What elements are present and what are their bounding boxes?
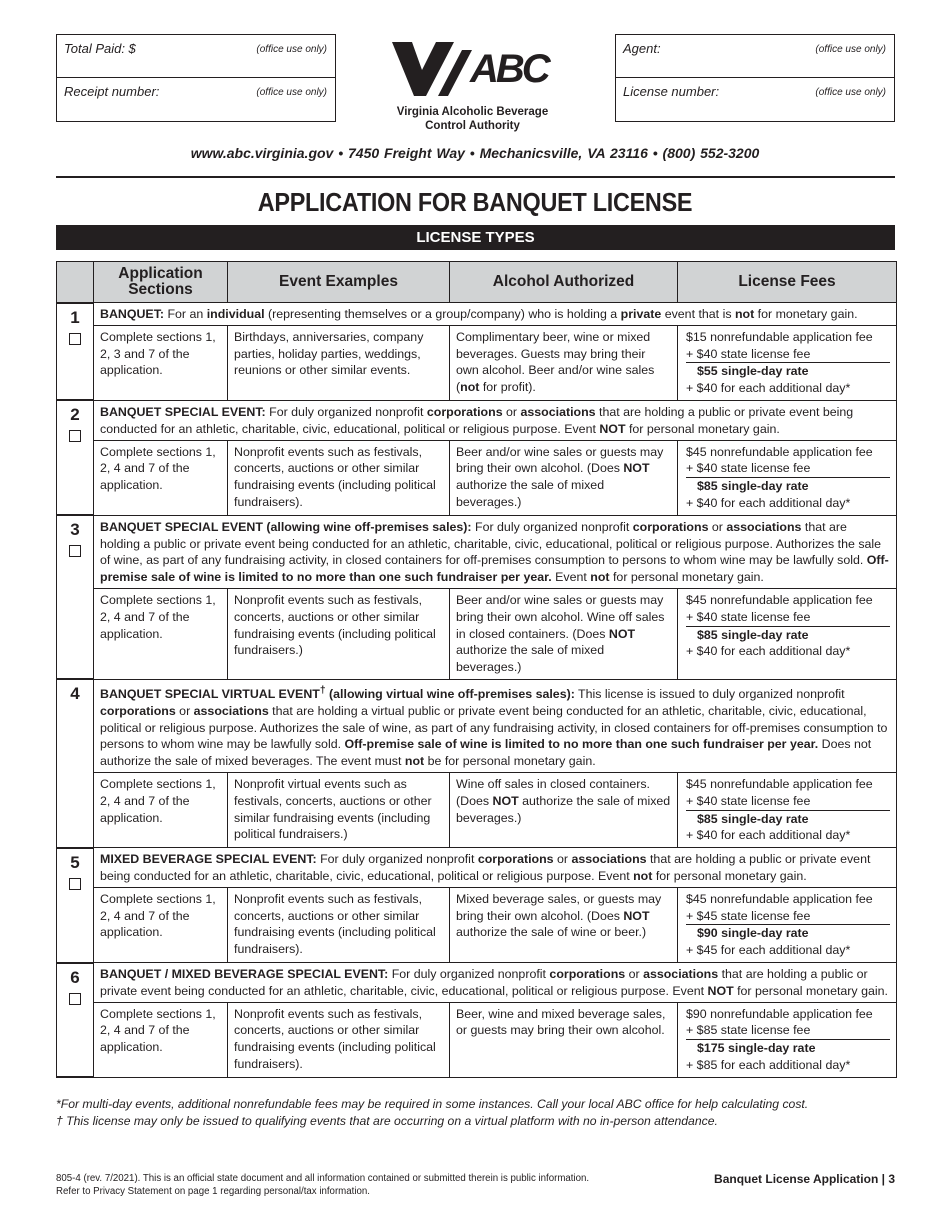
page-label: Banquet License Application | 3 [714,1172,895,1186]
virginia-abc-logo [392,40,554,98]
license-fees [678,887,897,962]
application-sections: Complete sections 1, 2, 4 and 7 of the application. [94,440,228,515]
event-examples: Nonprofit events such as festivals, concerts, auctions or other similar fundraising events (including political fundraisers.) [228,588,450,679]
license-description: BANQUET SPECIAL VIRTUAL EVENT† (allowing virtual wine off-premises sales): This license is issued to duly organized nonprofit corporations or associations that are holding a virtual public or private event being conducted for an athletic, charitable, civic, educational, political or religious purpose. Authorizes the sale of wine, as part of any fundraising activity, in closed containers for off-premises consumption to persons to whom wine may be lawfully sold. Off-premise sale of wine is limited to no more than one such fundraiser per year. Does not authorize the sale of mixed beverages. The event must not be for personal monetary gain. [94,679,897,772]
license-description-row [57,303,897,326]
column-header: Application Sections [94,262,228,303]
state-license-fee: + $40 state license fee [686,346,890,364]
license-fees [678,588,897,679]
receipt-number-field[interactable] [57,78,335,121]
form-meta: 805-4 (rev. 7/2021). This is an official state document and all information contained or submitted therein is public information. Refer to Privacy Statement on page 1 regarding personal/tax information. [56,1173,590,1197]
office-use-note: (office use only) [815,44,886,55]
license-number: 6 [70,967,80,987]
license-number: 4 [70,684,80,704]
receipt-number-label: Receipt number: [64,84,160,99]
license-checkbox[interactable] [69,878,81,890]
license-number-cell [57,515,94,679]
license-fees [678,440,897,515]
license-detail-row [57,588,897,679]
additional-day-fee: + $40 for each additional day* [686,381,851,396]
alcohol-authorized: Complimentary beer, wine or mixed beverages. Guests may bring their own alcohol. Beer and/or wine sales (not for profit). [450,325,678,400]
additional-day-fee: + $40 for each additional day* [686,828,851,843]
license-number-cell [57,963,94,1078]
office-use-box-left [56,34,336,122]
license-description-row [57,400,897,440]
license-description-row [57,679,897,772]
additional-day-fee: + $40 for each additional day* [686,495,851,510]
table-header-blank [57,262,94,303]
state-license-fee: + $45 state license fee [686,908,890,926]
application-fee: $45 nonrefundable application fee [686,444,873,459]
license-detail-row [57,1002,897,1077]
license-number: 5 [70,852,80,872]
agent-field[interactable] [616,35,894,78]
license-number-cell [57,303,94,401]
license-types-table [56,261,897,1078]
single-day-rate: $85 single-day rate [697,627,809,642]
application-fee: $45 nonrefundable application fee [686,592,873,607]
license-rows [57,303,897,1078]
alcohol-authorized: Wine off sales in closed containers. (Does NOT authorize the sale of mixed beverages.) [450,773,678,848]
license-fees [678,325,897,400]
footnote-multiday: *For multi-day events, additional nonrefundable fees may be required in some instances. Call your local ABC office for help calculating cost. [56,1097,809,1111]
contact-line: www.abc.virginia.gov • 7450 Freight Way • Mechanicsville, VA 23116 • (800) 552-3200 [190,145,760,161]
office-use-note: (office use only) [256,44,327,55]
alcohol-authorized: Mixed beverage sales, or guests may bring their own alcohol. (Does NOT authorize the sale of wine or beer.) [450,887,678,962]
license-types-band: LICENSE TYPES [56,225,895,250]
application-fee: $90 nonrefundable application fee [686,1006,873,1021]
license-description: BANQUET SPECIAL EVENT: For duly organized nonprofit corporations or associations that are holding a public or private event being conducted for an athletic, charitable, civic, educational, political or religious purpose. Event NOT for personal monetary gain. [94,400,897,440]
footnote-virtual: † This license may only be issued to qualifying events that are occurring on a virtual platform with no in-person attendance. [56,1114,718,1128]
page-title: APPLICATION FOR BANQUET LICENSE [257,187,693,217]
license-number: 3 [70,520,80,540]
application-fee: $45 nonrefundable application fee [686,777,873,792]
additional-day-fee: + $40 for each additional day* [686,644,851,659]
license-description: BANQUET: For an individual (representing themselves or a group/company) who is holding a private event that is not for monetary gain. [94,303,897,326]
event-examples: Nonprofit virtual events such as festivals, concerts, auctions or other similar fundraising events (including political fundraisers.) [228,773,450,848]
office-use-note: (office use only) [256,87,327,98]
state-license-fee: + $40 state license fee [686,793,890,811]
agent-label: Agent: [623,41,661,56]
license-checkbox[interactable] [69,545,81,557]
application-sections: Complete sections 1, 2, 4 and 7 of the application. [94,588,228,679]
logo-abc-text: ABC [470,47,548,91]
license-number: 1 [70,307,80,327]
agency-name: Virginia Alcoholic Beverage Control Authority [396,106,549,132]
application-sections: Complete sections 1, 2, 4 and 7 of the application. [94,1002,228,1077]
column-header: Event Examples [228,262,450,303]
license-detail-row [57,325,897,400]
license-description-row [57,963,897,1003]
license-detail-row [57,440,897,515]
license-checkbox[interactable] [69,430,81,442]
single-day-rate: $90 single-day rate [697,926,809,941]
column-header: Alcohol Authorized [450,262,678,303]
total-paid-label: Total Paid: $ [64,41,136,56]
event-examples: Nonprofit events such as festivals, concerts, auctions or other similar fundraising events (including political fundraisers). [228,887,450,962]
license-description-row [57,515,897,588]
alcohol-authorized: Beer, wine and mixed beverage sales, or guests may bring their own alcohol. [450,1002,678,1077]
single-day-rate: $85 single-day rate [697,811,809,826]
license-description: MIXED BEVERAGE SPECIAL EVENT: For duly organized nonprofit corporations or associations that are holding a public or private event being conducted for an athletic, charitable, civic, educational, political or religious purpose. Event not for personal monetary gain. [94,848,897,888]
alcohol-authorized: Beer and/or wine sales or guests may bring their own alcohol. (Does NOT authorize the sale of mixed beverages.) [450,440,678,515]
application-sections: Complete sections 1, 2, 3 and 7 of the application. [94,325,228,400]
license-fees [678,773,897,848]
license-description: BANQUET / MIXED BEVERAGE SPECIAL EVENT: For duly organized nonprofit corporations or associations that are holding a public or private event being conducted for an athletic, charitable, civic, educational, political or religious purpose. Event NOT for personal monetary gain. [94,963,897,1003]
event-examples: Birthdays, anniversaries, company parties, holiday parties, weddings, reunions or other similar events. [228,325,450,400]
license-checkbox[interactable] [69,993,81,1005]
additional-day-fee: + $45 for each additional day* [686,943,851,958]
application-fee: $45 nonrefundable application fee [686,891,873,906]
license-number-cell [57,400,94,515]
license-number-cell [57,848,94,963]
office-use-box-right [615,34,895,122]
application-fee: $15 nonrefundable application fee [686,329,873,344]
license-checkbox[interactable] [69,333,81,345]
state-license-fee: + $40 state license fee [686,609,890,627]
event-examples: Nonprofit events such as festivals, concerts, auctions or other similar fundraising events (including political fundraisers). [228,440,450,515]
single-day-rate: $175 single-day rate [697,1041,816,1056]
single-day-rate: $55 single-day rate [697,364,809,379]
total-paid-field[interactable] [57,35,335,78]
table-header-row [57,262,897,303]
event-examples: Nonprofit events such as festivals, concerts, auctions or other similar fundraising events (including political fundraisers). [228,1002,450,1077]
application-sections: Complete sections 1, 2, 4 and 7 of the application. [94,887,228,962]
license-number-cell [57,679,94,847]
column-header: License Fees [678,262,897,303]
license-number-label: License number: [623,84,720,99]
license-detail-row [57,887,897,962]
license-fees [678,1002,897,1077]
license-number: 2 [70,405,80,425]
license-description: BANQUET SPECIAL EVENT (allowing wine off-premises sales): For duly organized nonprofit corporations or associations that are holding a public or private event being conducted for an athletic, charitable, civic, educational, political or religious purpose. Authorizes the sale of wine, as part of any fundraising activity, in closed containers for off-premises consumption to persons to whom wine may be lawfully sold. Off-premise sale of wine is limited to no more than one such fundraiser per year. Event not for personal monetary gain. [94,515,897,588]
application-sections: Complete sections 1, 2, 4 and 7 of the application. [94,773,228,848]
additional-day-fee: + $85 for each additional day* [686,1058,851,1072]
single-day-rate: $85 single-day rate [697,479,809,494]
alcohol-authorized: Beer and/or wine sales or guests may bring their own alcohol. Wine off sales in closed containers. (Does NOT authorize the sale of mixed beverages.) [450,588,678,679]
office-use-note: (office use only) [815,87,886,98]
license-description-row [57,848,897,888]
state-license-fee: + $85 state license fee [686,1022,890,1040]
header-divider [56,176,895,178]
license-detail-row [57,773,897,848]
state-license-fee: + $40 state license fee [686,460,890,478]
license-number-field[interactable] [616,78,894,121]
